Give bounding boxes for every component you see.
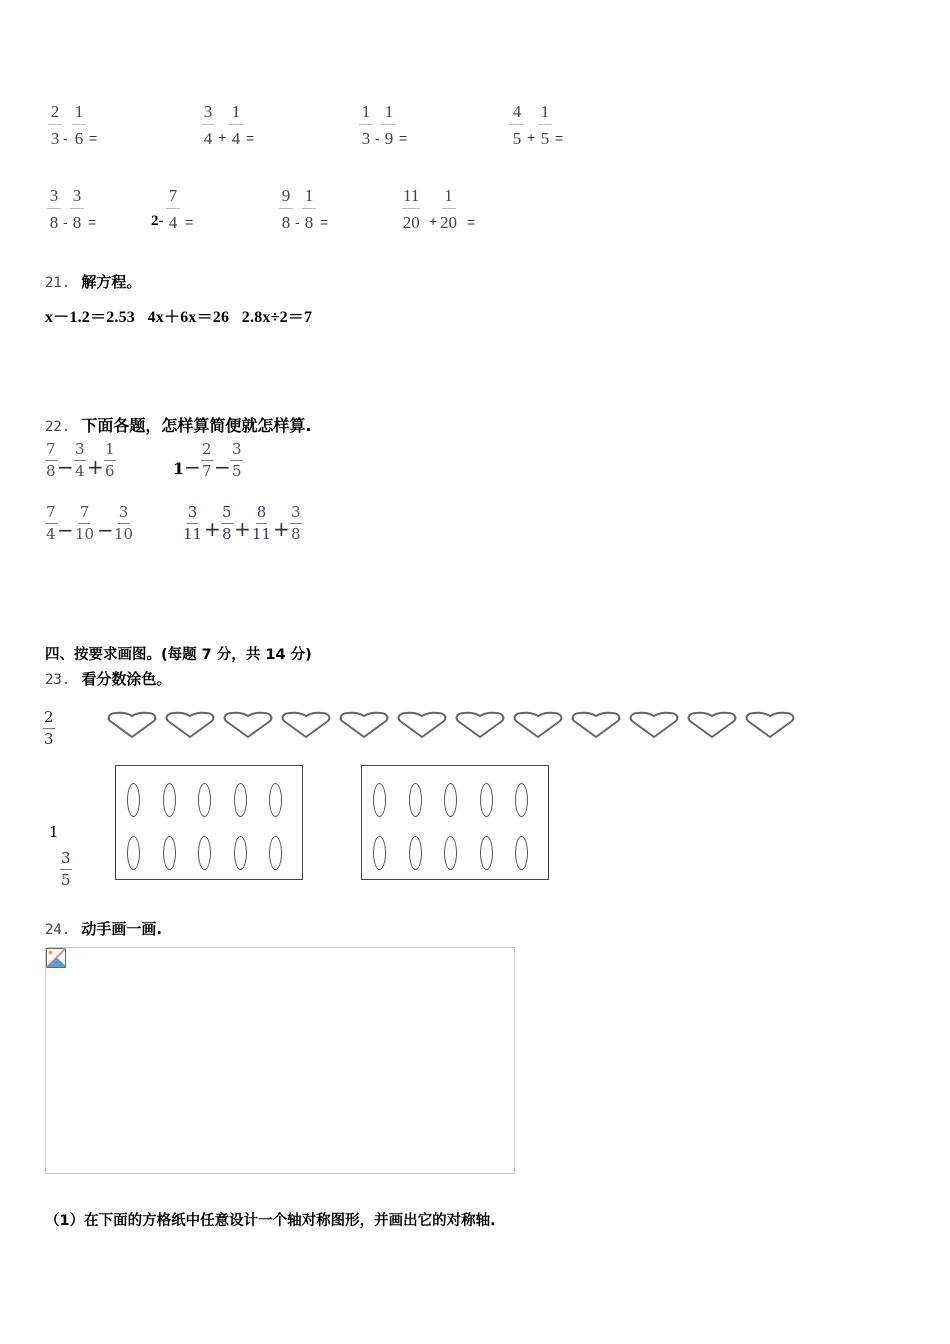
operator: - xyxy=(63,130,68,146)
equals-sign: = xyxy=(555,130,564,146)
oval-box-1 xyxy=(115,765,303,880)
question-number: 23. xyxy=(45,672,71,688)
broken-image-icon xyxy=(46,948,66,968)
fraction: $\frac{3}{8}$ xyxy=(70,187,84,231)
heart-icon[interactable] xyxy=(165,711,215,743)
oval-icon[interactable] xyxy=(234,836,247,870)
hearts-row xyxy=(107,711,795,743)
fraction: $\frac{1}{8}$ xyxy=(302,187,316,231)
oval-icon[interactable] xyxy=(444,836,457,870)
equals-sign: = xyxy=(399,130,408,146)
section-title: 四、按要求画图。(每题 7 分，共 14 分) xyxy=(45,647,312,663)
question-21-heading xyxy=(45,271,141,292)
heart-icon[interactable] xyxy=(571,711,621,743)
equals-sign: = xyxy=(89,130,98,146)
question-title: 动手画一画. xyxy=(81,920,163,938)
operator: + xyxy=(429,213,438,229)
oval-icon[interactable] xyxy=(198,836,211,870)
question-number: 22. xyxy=(45,419,71,435)
oval-icon[interactable] xyxy=(373,783,386,817)
fraction: $\frac{1}{3}$ xyxy=(359,103,373,147)
equals-sign: = xyxy=(246,130,255,146)
heart-icon[interactable] xyxy=(745,711,795,743)
fraction: $\frac{2}{3}$ xyxy=(48,103,62,147)
heart-icon[interactable] xyxy=(513,711,563,743)
oval-icon[interactable] xyxy=(269,783,282,817)
oval-icon[interactable] xyxy=(163,836,176,870)
equals-sign: = xyxy=(185,214,194,230)
question-title: 看分数涂色。 xyxy=(81,670,172,688)
oval-icon[interactable] xyxy=(480,783,493,817)
oval-icon[interactable] xyxy=(515,783,528,817)
fraction: $\frac{11}{20}$ xyxy=(402,186,420,232)
question-title: 下面各题，怎样算简便就怎样算. xyxy=(81,416,312,435)
ovals-fraction: $\frac{3}{5}$ xyxy=(61,849,71,889)
operator: + xyxy=(218,129,227,145)
image-placeholder xyxy=(45,947,515,1174)
heart-icon[interactable] xyxy=(339,711,389,743)
question-number: 21. xyxy=(45,275,71,291)
question-24-sub-1: （1）在下面的方格纸中任意设计一个轴对称图形，并画出它的对称轴. xyxy=(45,1213,496,1229)
fraction: $\frac{1}{4}$ xyxy=(229,103,243,147)
ovals-label-whole: 1 xyxy=(49,823,59,841)
operator: + xyxy=(527,129,536,145)
operator: - xyxy=(63,214,68,230)
heart-icon[interactable] xyxy=(397,711,447,743)
hearts-fraction: $\frac{2}{3}$ xyxy=(44,708,54,748)
fraction: $\frac{9}{8}$ xyxy=(279,187,293,231)
question-22-heading xyxy=(45,413,311,436)
oval-icon[interactable] xyxy=(409,836,422,870)
heart-icon[interactable] xyxy=(455,711,505,743)
fraction: $\frac{4}{5}$ xyxy=(510,103,524,147)
oval-icon[interactable] xyxy=(269,836,282,870)
fraction: $\frac{1}{6}$ xyxy=(72,103,86,147)
fraction: $\frac{3}{4}$ xyxy=(201,103,215,147)
oval-icon[interactable] xyxy=(515,836,528,870)
heart-icon[interactable] xyxy=(629,711,679,743)
oval-icon[interactable] xyxy=(234,783,247,817)
oval-icon[interactable] xyxy=(480,836,493,870)
whole-number: 2- xyxy=(151,213,164,229)
oval-icon[interactable] xyxy=(127,783,140,817)
heart-icon[interactable] xyxy=(107,711,157,743)
oval-icon[interactable] xyxy=(198,783,211,817)
oval-icon[interactable] xyxy=(409,783,422,817)
oval-icon[interactable] xyxy=(444,783,457,817)
fraction: $\frac{3}{8}$ xyxy=(47,187,61,231)
fraction: $\frac{1}{5}$ xyxy=(538,103,552,147)
oval-icon[interactable] xyxy=(127,836,140,870)
operator: - xyxy=(375,130,380,146)
equations-line: x－1.2＝2.53 4x＋6x＝26 2.8x÷2＝7 xyxy=(45,309,313,326)
fraction: $\frac{7}{4}$ xyxy=(166,187,180,231)
operator: - xyxy=(295,214,300,230)
question-24-heading xyxy=(45,918,162,939)
question-23-heading xyxy=(45,668,171,689)
fraction: $\frac{1}{20}$ xyxy=(440,186,457,232)
equals-sign: = xyxy=(88,214,97,230)
oval-icon[interactable] xyxy=(373,836,386,870)
heart-icon[interactable] xyxy=(223,711,273,743)
equals-sign: = xyxy=(320,214,329,230)
heart-icon[interactable] xyxy=(687,711,737,743)
oval-icon[interactable] xyxy=(163,783,176,817)
equals-sign: = xyxy=(467,214,476,230)
heart-icon[interactable] xyxy=(281,711,331,743)
question-number: 24. xyxy=(45,922,71,938)
oval-box-2 xyxy=(361,765,549,880)
fraction: $\frac{1}{9}$ xyxy=(382,103,396,147)
question-title: 解方程。 xyxy=(81,273,142,291)
